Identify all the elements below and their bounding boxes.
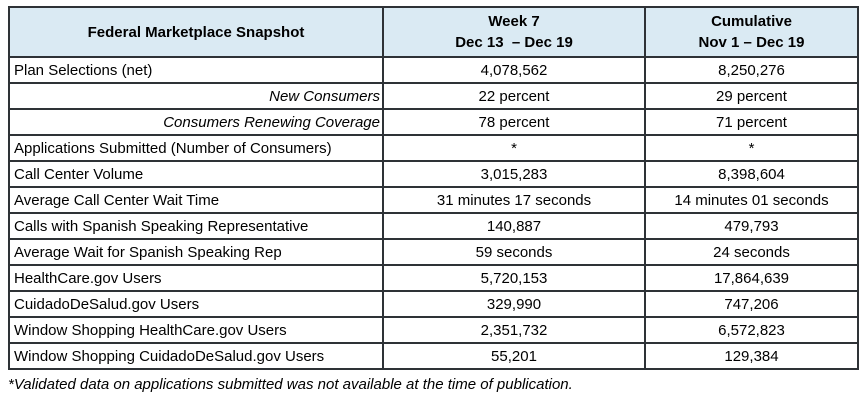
week-value: 140,887 bbox=[383, 213, 645, 239]
week-value: 78 percent bbox=[383, 109, 645, 135]
cumulative-value: * bbox=[645, 135, 858, 161]
cumulative-value: 747,206 bbox=[645, 291, 858, 317]
table-row-healthcare-users bbox=[9, 265, 858, 291]
week-column-dates: Dec 13 – Dec 19 bbox=[455, 34, 573, 51]
table-row-consumers-renewing bbox=[9, 109, 858, 135]
cumulative-value: 14 minutes 01 seconds bbox=[645, 187, 858, 213]
week-value: 329,990 bbox=[383, 291, 645, 317]
cumulative-value: 24 seconds bbox=[645, 239, 858, 265]
week-value: 5,720,153 bbox=[383, 265, 645, 291]
table-header bbox=[9, 7, 858, 57]
row-label: CuidadoDeSalud.gov Users bbox=[9, 291, 383, 317]
cumulative-value: 8,398,604 bbox=[645, 161, 858, 187]
week-value: 2,351,732 bbox=[383, 317, 645, 343]
table-row-cuidadodesalud-users bbox=[9, 291, 858, 317]
header-row bbox=[9, 7, 858, 57]
table-row-spanish-wait bbox=[9, 239, 858, 265]
week-column-title: Week 7 bbox=[488, 13, 540, 30]
row-label: Consumers Renewing Coverage bbox=[9, 109, 383, 135]
table-body bbox=[9, 57, 858, 369]
week-value: 31 minutes 17 seconds bbox=[383, 187, 645, 213]
row-label: Applications Submitted (Number of Consumers) bbox=[9, 135, 383, 161]
table-row-spanish-calls bbox=[9, 213, 858, 239]
row-label: Calls with Spanish Speaking Representative bbox=[9, 213, 383, 239]
week-value: * bbox=[383, 135, 645, 161]
row-label: Call Center Volume bbox=[9, 161, 383, 187]
week-value: 3,015,283 bbox=[383, 161, 645, 187]
row-label: HealthCare.gov Users bbox=[9, 265, 383, 291]
header-cell-title bbox=[9, 7, 383, 57]
cumulative-value: 71 percent bbox=[645, 109, 858, 135]
table-title: Federal Marketplace Snapshot bbox=[87, 23, 305, 41]
week-value: 4,078,562 bbox=[383, 57, 645, 83]
cumulative-value: 17,864,639 bbox=[645, 265, 858, 291]
cumulative-value: 29 percent bbox=[645, 83, 858, 109]
table-row-applications-submitted bbox=[9, 135, 858, 161]
row-label: Plan Selections (net) bbox=[9, 57, 383, 83]
row-label: New Consumers bbox=[9, 83, 383, 109]
cumulative-column-dates: Nov 1 – Dec 19 bbox=[698, 34, 805, 51]
cumulative-column-title: Cumulative bbox=[711, 13, 792, 30]
table-row-window-shopping-healthcare bbox=[9, 317, 858, 343]
week-value: 59 seconds bbox=[383, 239, 645, 265]
table-row-average-wait-time bbox=[9, 187, 858, 213]
row-label: Average Call Center Wait Time bbox=[9, 187, 383, 213]
cumulative-value: 6,572,823 bbox=[645, 317, 858, 343]
header-cell-week bbox=[383, 7, 645, 57]
cumulative-value: 129,384 bbox=[645, 343, 858, 369]
header-cell-cumulative bbox=[645, 7, 858, 57]
table-row-window-shopping-cuidadodesalud bbox=[9, 343, 858, 369]
cumulative-value: 8,250,276 bbox=[645, 57, 858, 83]
table-row-new-consumers bbox=[9, 83, 858, 109]
cumulative-value: 479,793 bbox=[645, 213, 858, 239]
week-value: 55,201 bbox=[383, 343, 645, 369]
row-label: Window Shopping CuidadoDeSalud.gov Users bbox=[9, 343, 383, 369]
row-label: Window Shopping HealthCare.gov Users bbox=[9, 317, 383, 343]
table-row-plan-selections bbox=[9, 57, 858, 83]
table-row-call-center-volume bbox=[9, 161, 858, 187]
row-label: Average Wait for Spanish Speaking Rep bbox=[9, 239, 383, 265]
footnote: *Validated data on applications submitted was not available at the time of publication. bbox=[8, 376, 573, 393]
week-value: 22 percent bbox=[383, 83, 645, 109]
federal-marketplace-snapshot-table bbox=[8, 6, 859, 370]
